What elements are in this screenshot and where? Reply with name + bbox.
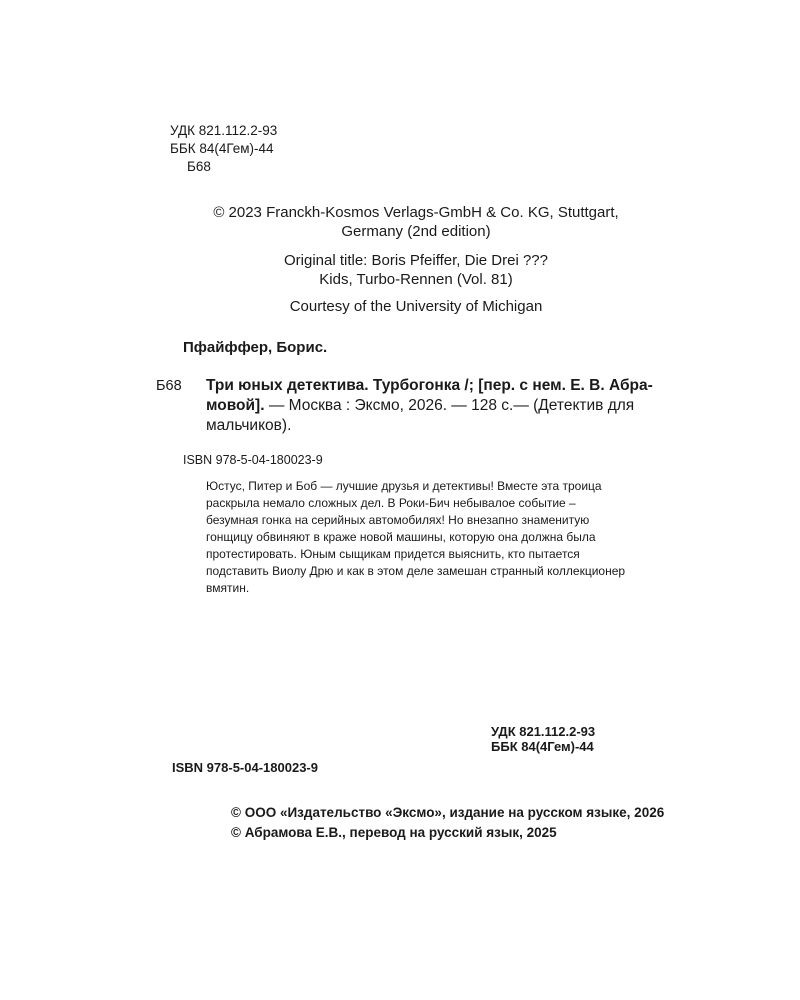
publisher-copyright: © ООО «Издательство «Эксмо», издание на русском языке, 2026 [231, 805, 665, 820]
russian-edition-copyrights [231, 803, 664, 843]
annotation-line: гонщицу обвиняют в краже новой машины, которую она должна была [206, 530, 596, 544]
original-title-line-1: Original title: Boris Pfeiffer, Die Drei ??? [283, 252, 548, 269]
udk-code: УДК 821.112.2-93 [170, 123, 278, 138]
copyright-line-2: Germany (2nd edition) [341, 223, 491, 240]
book-title-line: Три юных детектива. Турбогонка /; [пер. с нем. Е. В. Абра- [206, 377, 653, 394]
annotation-line: раскрыла немало сложных дел. В Роки-Бич небывалое событие – [206, 496, 576, 510]
bibliographic-description [206, 376, 661, 436]
bbk-code-bottom: ББК 84(4Гем)-44 [491, 739, 594, 754]
catalog-code: Б68 [156, 378, 182, 394]
annotation-text [206, 478, 651, 597]
annotation-line: подставить Виолу Дрю и как в этом деле замешан странный коллекционер [206, 564, 626, 578]
author-sign: Б68 [187, 159, 211, 174]
classification-codes-top [170, 122, 277, 176]
annotation-line: безумная гонка на серийных автомобилях! Но внезапно знаменитую [206, 513, 590, 527]
book-title-cont: мовой]. [206, 397, 265, 414]
copyright-original [0, 203, 800, 241]
translator-copyright: © Абрамова Е.В., перевод на русский язык, 2025 [231, 825, 557, 840]
courtesy-text: Courtesy of the University of Michigan [289, 298, 543, 315]
copyright-line-1: © 2023 Franckh-Kosmos Verlags-GmbH & Co. KG, Stuttgart, [213, 204, 619, 221]
isbn-bottom: ISBN 978-5-04-180023-9 [172, 760, 318, 775]
original-title [0, 251, 800, 289]
original-title-line-2: Kids, Turbo-Rennen (Vol. 81) [319, 271, 513, 288]
udk-code-bottom: УДК 821.112.2-93 [491, 724, 596, 739]
annotation-line: протестировать. Юным сыщикам придется выяснить, кто пытается [206, 547, 580, 561]
author-heading: Пфайффер, Борис. [183, 339, 328, 356]
publication-info: — Москва : Эксмо, 2026. — 128 с.— (Детектив для [264, 397, 635, 414]
series-info: мальчиков). [206, 417, 292, 434]
courtesy-note [0, 297, 800, 316]
annotation-line: Юстус, Питер и Боб — лучшие друзья и детективы! Вместе эта троица [206, 479, 602, 493]
isbn-top: ISBN 978-5-04-180023-9 [183, 453, 323, 467]
classification-codes-bottom [491, 724, 595, 754]
annotation-line: вмятин. [206, 581, 250, 595]
bbk-code: ББК 84(4Гем)-44 [170, 141, 274, 156]
